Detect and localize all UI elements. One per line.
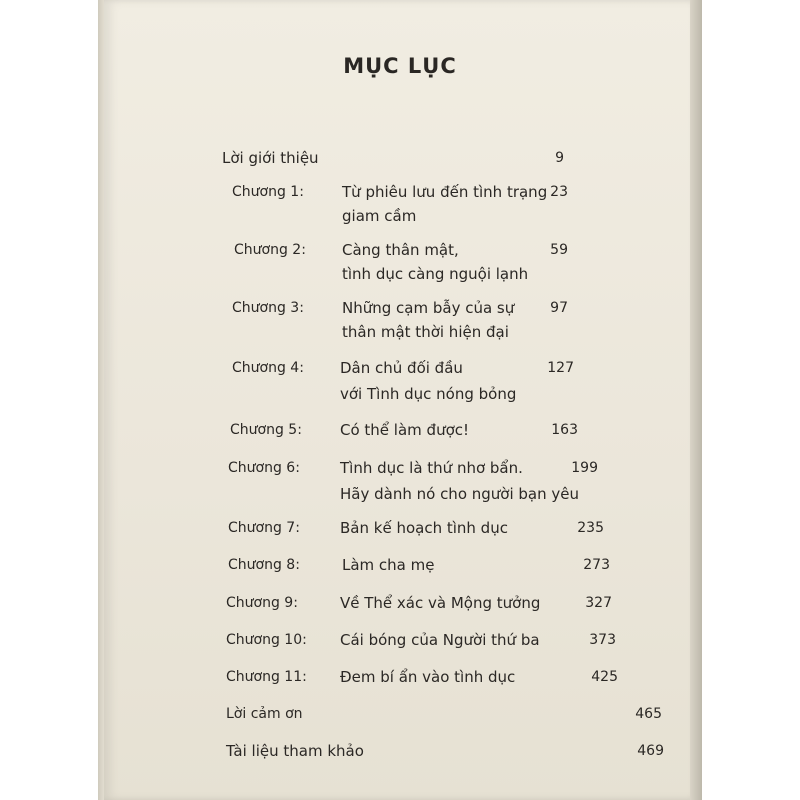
toc-entry-text: Hãy dành nó cho người bạn yêu <box>340 485 580 503</box>
toc-entry-page: 273 <box>583 557 610 573</box>
toc-entry-page: 127 <box>547 360 574 376</box>
chapter-label: Chương 5: <box>230 422 302 438</box>
toc-entry-page: 327 <box>585 595 612 611</box>
toc-entry-text: thân mật thời hiện đại <box>342 323 509 341</box>
toc-entry-text: Đem bí ẩn vào tình dục <box>340 668 516 686</box>
toc-entry-page: 465 <box>635 706 662 722</box>
chapter-label: Chương 7: <box>228 520 300 536</box>
toc-entry-text: giam cầm <box>342 207 417 225</box>
toc-entry-page: 199 <box>571 460 598 476</box>
toc-entry-page: 469 <box>637 743 664 759</box>
toc-entry-text: Lời cảm ơn <box>226 706 303 722</box>
chapter-label: Chương 8: <box>228 557 300 573</box>
toc-entry-text: Tài liệu tham khảo <box>226 742 364 760</box>
toc-entry-text: Có thể làm được! <box>340 421 470 439</box>
toc-entry-page: 235 <box>577 520 604 536</box>
toc-entry-page: 97 <box>550 300 568 316</box>
toc-entry-text: Những cạm bẫy của sự <box>342 299 515 317</box>
chapter-label: Chương 1: <box>232 184 304 200</box>
toc-entry-page: 163 <box>551 422 578 438</box>
toc-entry-text: Dân chủ đối đầu <box>340 359 463 377</box>
toc-entry-text: Lời giới thiệu <box>222 149 319 167</box>
toc-entry-text: với Tình dục nóng bỏng <box>340 385 517 403</box>
toc-entry-text: Từ phiêu lưu đến tình trạng <box>342 183 548 201</box>
toc-entry-page: 59 <box>550 242 568 258</box>
toc-entry-text: Làm cha mẹ <box>342 556 435 574</box>
toc-entry-text: Càng thân mật, <box>342 241 459 259</box>
chapter-label: Chương 2: <box>234 242 306 258</box>
chapter-label: Chương 11: <box>226 669 307 685</box>
chapter-label: Chương 3: <box>232 300 304 316</box>
chapter-label: Chương 6: <box>228 460 300 476</box>
chapter-label: Chương 10: <box>226 632 307 648</box>
toc-entry-page: 9 <box>555 150 564 166</box>
toc-entry-text: Tình dục là thứ nhơ bẩn. <box>340 459 523 477</box>
toc-entry-text: Bản kế hoạch tình dục <box>340 519 508 537</box>
chapter-label: Chương 4: <box>232 360 304 376</box>
toc-entry-page: 425 <box>591 669 618 685</box>
page-right-edge <box>690 0 702 800</box>
toc-entry-page: 373 <box>589 632 616 648</box>
toc-entry-text: Cái bóng của Người thứ ba <box>340 631 540 649</box>
page-title: MỤC LỤC <box>343 54 457 78</box>
chapter-label: Chương 9: <box>226 595 298 611</box>
toc-entry-text: Về Thể xác và Mộng tưởng <box>340 594 541 612</box>
toc-entry-text: tình dục càng nguội lạnh <box>342 265 529 283</box>
book-page <box>104 0 696 800</box>
toc-entry-page: 23 <box>550 184 568 200</box>
